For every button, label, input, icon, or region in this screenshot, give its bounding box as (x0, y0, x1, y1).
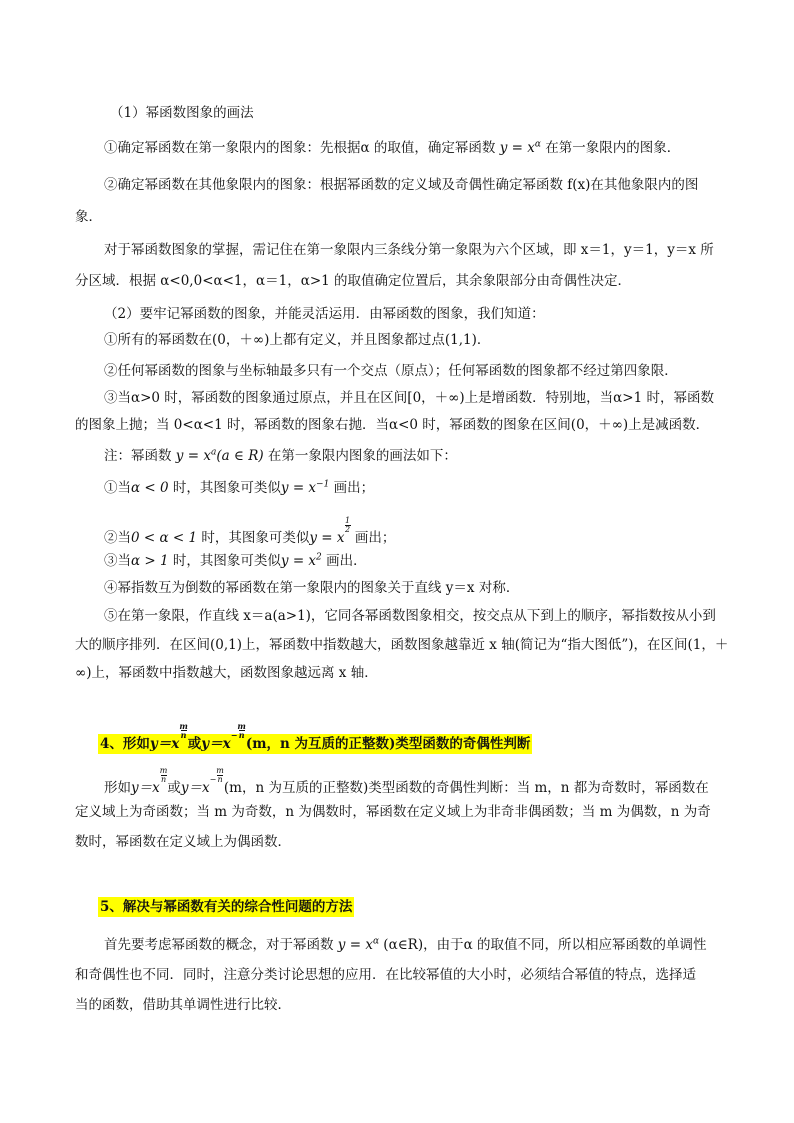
note: 注：幂函数 $y = x^a(a$ ∈ R) 在第一象限内图象的画法如下： (104, 447, 457, 464)
point-1: ①所有的幂函数在(0，＋∞)上都有定义，并且图象都过点(1,1)． (104, 332, 491, 348)
section-5-body-line-3: 当的函数，借助其单调性进行比较． (75, 997, 291, 1013)
note-item-4: ④幂指数互为倒数的幂函数在第一象限内的图象关于直线 y＝x 对称． (104, 580, 520, 596)
formula-y-x-alpha: $y = x^\alpha$ (499, 139, 541, 156)
paragraph-3-line-1: 对于幂函数图象的掌握，需记住在第一象限内三条线分第一象限为六个区域，即 x＝1，y＝1，y＝x 所 (104, 242, 714, 258)
paragraph-2-line-1: ②确定幂函数在其他象限内的图象：根据幂函数的定义域及奇偶性确定幂函数 f(x)在其他象限内的图 (104, 177, 699, 193)
paragraph-2-line-2: 象． (75, 209, 102, 225)
note-item-5-line-1: ⑤在第一象限，作直线 x＝a(a>1)，它同各幂函数图象相交，按交点从下到上的顺序，幂指数按从小到 (104, 608, 716, 624)
section-5-body-line-1: 首先要考虑幂函数的概念，对于幂函数 $y = x^\alpha$ (α∈R)，由于α 的取值不同，所以相应幂函数的单调性 (104, 936, 707, 953)
paragraph-3-line-2: 分区域．根据 α<0,0<α<1，α＝1，α>1 的取值确定位置后，其余象限部分由奇偶性决定． (75, 273, 632, 289)
point-3-line-1: ③当α>0 时，幂函数的图象通过原点，并且在区间[0，＋∞)上是增函数．特别地，当α>1 时，幂函数 (104, 390, 714, 406)
section-5-body-line-2: 和奇偶性也不同．同时，注意分类讨论思想的应用．在比较幂值的大小时，必须结合幂值的特点，选择适 (75, 967, 696, 983)
section-5-highlight: 5、解决与幂函数有关的综合性问题的方法 (100, 899, 353, 915)
formula-y-x-alpha-2: $y = x^\alpha$ (337, 936, 380, 953)
note-item-1: ①当α < 0 时，其图象可类似$y = x^{-1}$ 画出； (104, 479, 375, 496)
section-4-body-line-2: 定义域上为奇函数；当 m 为奇数，n 为偶数时，幂函数在定义域上为非奇非偶函数；当 m 为偶数，n 为奇 (75, 804, 711, 820)
formula-y-x-2: $y = x^2$ (280, 552, 322, 569)
section-1-title: （1）幂函数图象的画法 (110, 105, 254, 121)
section-5-title (98, 898, 794, 916)
section-4-body-line-3: 数时，幂函数在定义域上为偶函数． (75, 834, 291, 850)
formula-y-x-a: $y = x^a(a$ ∈ R) (175, 447, 264, 464)
point-3-line-2: 的图象上抛；当 0<α<1 时，幂函数的图象右抛．当α<0 时，幂函数的图象在区间(0，＋∞)上是减函数． (75, 417, 710, 433)
point-2: ②任何幂函数的图象与坐标轴最多只有一个交点（原点）；任何幂函数的图象都不经过第四象限． (104, 363, 678, 379)
section-4-title (98, 722, 794, 753)
note-item-3: ③当α > 1 时，其图象可类似$y = x^2$ 画出． (104, 552, 367, 569)
formula-y-x-minus-1: $y = x^{-1}$ (280, 479, 330, 496)
note-item-5-line-3: ∞)上，幂函数中指数越大，函数图象越远离 x 轴． (75, 665, 378, 681)
section-4-body-line-1: 形如y＝x $\frac{m}{n}$ 或y＝x − $\frac{m}{n}$ (m，n 为互质的正整数)类型函数的奇偶性判断：当 m，n 都为奇数时，幂函数在 (104, 766, 709, 796)
note-item-2: ②当0 < α < 1 时，其图象可类似y = x $\frac{1}{2}$ 画出； (104, 516, 396, 546)
formula-y-x-half: y = x $\frac{1}{2}$ (309, 516, 351, 546)
section-4-highlight: 4、形如y＝x $\frac{m}{n}$ 或y＝x − $\frac{m}{n}$ (m，n 为互质的正整数)类型函数的奇偶性判断 (100, 721, 531, 752)
paragraph-1-text: ①确定幂函数在第一象限内的图象：先根据α 的取值，确定幂函数 (104, 140, 500, 156)
note-item-5-line-2: 大的顺序排列．在区间(0,1)上，幂函数中指数越大，函数图象越靠近 x 轴(简记为“指大图低”)，在区间(1，＋ (75, 637, 729, 653)
paragraph-1: ①确定幂函数在第一象限内的图象：先根据α 的取值，确定幂函数 $y = x^\alpha$ 在第一象限内的图象． (104, 139, 681, 156)
section-2-title: （2）要牢记幂函数的图象，并能灵活运用．由幂函数的图象，我们知道： (104, 306, 545, 322)
